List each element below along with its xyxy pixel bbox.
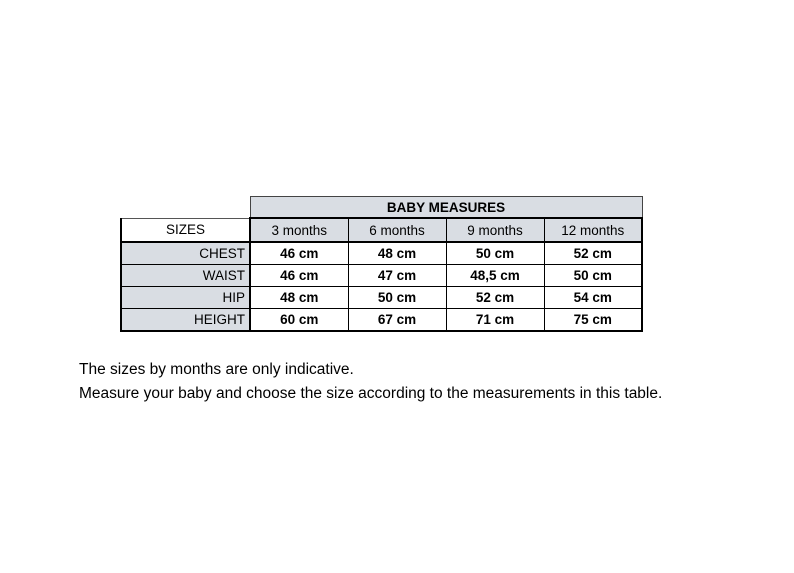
title-row	[121, 197, 642, 219]
table-cell: 60 cm	[250, 309, 348, 332]
table-cell: 50 cm	[446, 242, 544, 265]
table-title: BABY MEASURES	[250, 197, 642, 219]
table-cell: 67 cm	[348, 309, 446, 332]
table-row-waist	[121, 265, 642, 287]
row-label-chest: CHEST	[121, 242, 250, 265]
row-label-waist: WAIST	[121, 265, 250, 287]
table-cell: 48,5 cm	[446, 265, 544, 287]
row-label-height: HEIGHT	[121, 309, 250, 332]
table-cell: 50 cm	[348, 287, 446, 309]
header-row	[121, 218, 642, 242]
table-cell: 50 cm	[544, 265, 642, 287]
column-header-12-months: 12 months	[544, 218, 642, 242]
note-measure-instructions: Measure your baby and choose the size according to the measurements in this table.	[79, 385, 663, 402]
note-indicative-sizes: The sizes by months are only indicative.	[79, 361, 354, 378]
blank-corner-cell	[121, 197, 250, 219]
table-cell: 47 cm	[348, 265, 446, 287]
table-cell: 46 cm	[250, 242, 348, 265]
column-header-3-months: 3 months	[250, 218, 348, 242]
table-cell: 46 cm	[250, 265, 348, 287]
table-cell: 48 cm	[348, 242, 446, 265]
sizes-label: SIZES	[121, 218, 250, 242]
row-label-hip: HIP	[121, 287, 250, 309]
table-cell: 75 cm	[544, 309, 642, 332]
table-row-chest	[121, 242, 642, 265]
table-row-hip	[121, 287, 642, 309]
column-header-9-months: 9 months	[446, 218, 544, 242]
column-header-6-months: 6 months	[348, 218, 446, 242]
table-cell: 52 cm	[544, 242, 642, 265]
size-chart-table	[120, 196, 643, 332]
table-cell: 54 cm	[544, 287, 642, 309]
table-cell: 48 cm	[250, 287, 348, 309]
table-cell: 52 cm	[446, 287, 544, 309]
table-row-height	[121, 309, 642, 332]
table-cell: 71 cm	[446, 309, 544, 332]
